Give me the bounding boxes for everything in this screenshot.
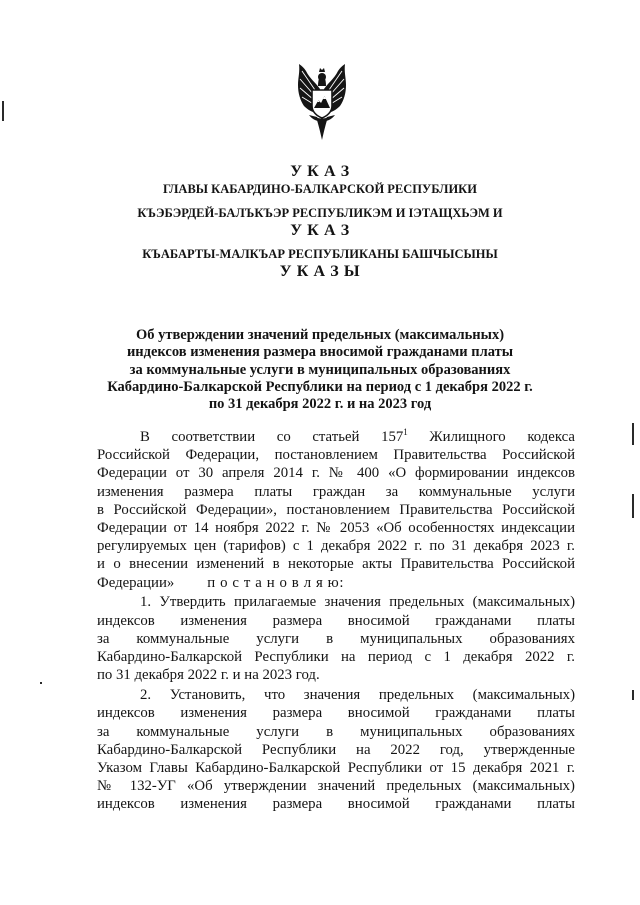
issuer-ru: ГЛАВЫ КАБАРДИНО-БАЛКАРСКОЙ РЕСПУБЛИКИ bbox=[163, 182, 477, 196]
item-line: по 31 декабря 2022 г. и на 2023 год. bbox=[97, 667, 320, 684]
item-line: 2. Установить, что значения предельных (максимальных) bbox=[140, 687, 575, 704]
item-line: за коммунальные услуги в муниципальных образованиях bbox=[97, 630, 575, 647]
document-body bbox=[97, 428, 575, 814]
title-line: за коммунальные услуги в муниципальных образованиях bbox=[129, 361, 511, 378]
scan-mark-right-3 bbox=[632, 690, 634, 700]
preamble-last-line-text: Федерации» bbox=[97, 574, 175, 591]
preamble-line: Федерации от 14 ноября 2022 г. № 2053 «Об особенностях индексации bbox=[97, 519, 575, 536]
scan-mark-left bbox=[2, 101, 4, 121]
item-line: индексов изменения размера вносимой гражданами платы bbox=[97, 612, 575, 629]
item-line: за коммунальные услуги в муниципальных образованиях bbox=[97, 723, 575, 740]
scan-mark-right-1 bbox=[632, 423, 634, 445]
coat-of-arms-icon bbox=[297, 63, 347, 141]
decree-heading-ru: У К А З bbox=[290, 163, 350, 180]
decree-heading-kbd: У К А З bbox=[290, 222, 350, 239]
preamble-line: регулируемых цен (тарифов) с 1 декабря 2022 г. по 31 декабря 2023 г. bbox=[97, 538, 575, 555]
scan-dot bbox=[40, 682, 42, 684]
preamble-line: изменения размера платы граждан за коммунальные услуги bbox=[97, 483, 575, 500]
preamble-line: в Российской Федерации», постановлением Правительства Российской bbox=[97, 501, 575, 518]
preamble-line-1-rest: Жилищного кодекса bbox=[407, 429, 575, 445]
preamble-line-1-text: В соответствии со статьей 157 bbox=[140, 429, 404, 445]
item-line: № 132-УГ «Об утверждении значений предельных (максимальных) bbox=[97, 778, 575, 795]
item-paragraph-2 bbox=[97, 686, 575, 813]
title-line: по 31 декабря 2022 г. и на 2023 год bbox=[208, 396, 432, 413]
item-line: Кабардино-Балкарской Республики на период с 1 декабря 2022 г. bbox=[97, 649, 575, 666]
preamble-line: Федерации от 30 апреля 2014 г. № 400 «О формировании индексов bbox=[97, 465, 575, 482]
item-line: индексов изменения размера вносимой гражданами платы bbox=[97, 705, 575, 722]
title-line: Об утверждении значений предельных (максимальных) bbox=[135, 327, 505, 343]
preamble-line-1 bbox=[97, 428, 575, 446]
document-title bbox=[60, 327, 580, 413]
preamble-paragraph bbox=[97, 428, 575, 592]
preamble-last-line bbox=[97, 574, 575, 592]
item-line: 1. Утвердить прилагаемые значения предельных (максимальных) bbox=[140, 594, 575, 611]
preamble-line: и о внесении изменений в некоторые акты Правительства Российской bbox=[97, 556, 575, 573]
article-superscript: 1 bbox=[403, 427, 408, 437]
issuer-kbd: КЪЭБЭРДЕЙ-БАЛЪКЪЭР РЕСПУБЛИКЭМ И ІЭТАЩХЬЭМ И bbox=[137, 206, 503, 220]
preamble-line: Российской Федерации, постановлением Правительства Российской bbox=[97, 447, 575, 464]
issuer-krc: КЪАБАРТЫ-МАЛКЪАР РЕСПУБЛИКАНЫ БАШЧЫСЫНЫ bbox=[142, 247, 498, 261]
scan-mark-right-2 bbox=[632, 494, 634, 518]
item-line: индексов изменения размера вносимой гражданами платы bbox=[97, 796, 575, 813]
item-line: Кабардино-Балкарской Республики на 2022 год, утвержденные bbox=[97, 741, 575, 758]
title-line: Кабардино-Балкарской Республики на период с 1 декабря 2022 г. bbox=[107, 378, 533, 395]
title-line: индексов изменения размера вносимой гражданами платы bbox=[126, 344, 514, 361]
resolution-word: п о с т а н о в л я ю: bbox=[207, 574, 345, 591]
decree-heading-krc: У К А З Ы bbox=[279, 263, 361, 280]
item-line: Указом Главы Кабардино-Балкарской Республики от 15 декабря 2021 г. bbox=[97, 759, 575, 776]
item-paragraph-1 bbox=[97, 593, 575, 684]
